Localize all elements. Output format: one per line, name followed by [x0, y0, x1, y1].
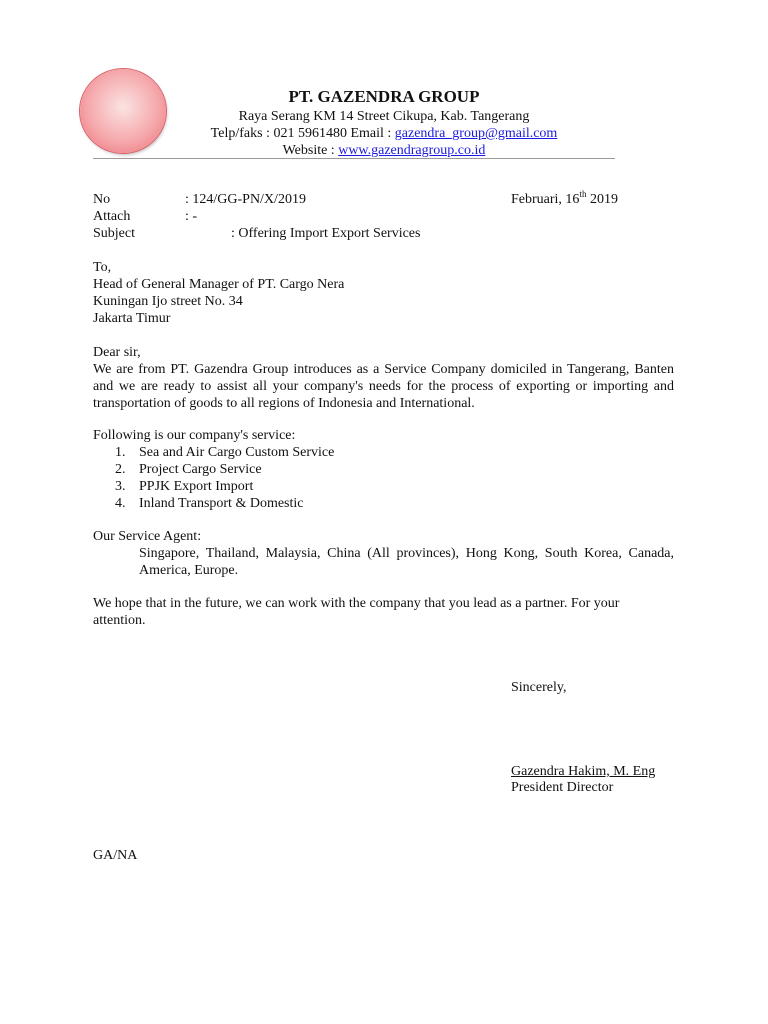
date-superscript: th [579, 189, 587, 199]
signer-title: President Director [511, 780, 614, 795]
subject-label: Subject [93, 226, 135, 241]
list-text: Inland Transport & Domestic [139, 496, 304, 511]
services-list [93, 444, 674, 512]
list-text: Sea and Air Cargo Custom Service [139, 445, 335, 460]
date-prefix: Februari, 16 [511, 192, 580, 207]
company-name: PT. GAZENDRA GROUP [288, 87, 480, 106]
list-item [93, 444, 674, 461]
services-heading: Following is our company's service: [93, 428, 296, 443]
list-item [93, 478, 674, 495]
recipient-line-1: Head of General Manager of PT. Cargo Nera [93, 277, 345, 292]
list-text: Project Cargo Service [139, 462, 262, 477]
list-number: 1. [115, 445, 126, 460]
recipient-line-2: Kuningan Ijo street No. 34 [93, 294, 243, 309]
letter-date [511, 191, 618, 208]
no-value: : 124/GG-PN/X/2019 [185, 192, 306, 207]
list-text: PPJK Export Import [139, 479, 254, 494]
letterhead-divider [93, 158, 615, 159]
closing-paragraph: We hope that in the future, we can work with the company that you lead as a partner. For your attention. [93, 596, 620, 628]
salutation: Dear sir, [93, 345, 141, 360]
recipient-line-3: Jakarta Timur [93, 311, 171, 326]
email-link[interactable]: gazendra_group@gmail.com [394, 126, 558, 141]
company-contact [0, 125, 768, 142]
company-address: Raya Serang KM 14 Street Cikupa, Kab. Tangerang [238, 109, 530, 124]
list-number: 2. [115, 462, 126, 477]
website-label: Website : [282, 143, 339, 158]
date-suffix: 2019 [586, 192, 618, 207]
signer-name: Gazendra Hakim, M. Eng [511, 764, 656, 779]
attach-value: : - [185, 209, 198, 224]
attach-label: Attach [93, 209, 131, 224]
website-link[interactable]: www.gazendragroup.co.id [338, 143, 486, 158]
list-item [93, 495, 674, 512]
agent-heading: Our Service Agent: [93, 529, 202, 544]
subject-value: : Offering Import Export Services [231, 226, 421, 241]
no-label: No [93, 192, 111, 207]
list-item [93, 461, 674, 478]
recipient-to: To, [93, 260, 112, 275]
list-number: 3. [115, 479, 126, 494]
contact-label: Telp/faks : 021 5961480 Email : [210, 126, 395, 141]
intro-paragraph: We are from PT. Gazendra Group introduces as a Service Company domiciled in Tangerang, Banten and we are ready to assist all your company's needs for the process of exporting or importing and transportation of goods to all regions of Indonesia and International. [93, 362, 674, 411]
sincerely: Sincerely, [511, 680, 567, 695]
reference-initials: GA/NA [93, 848, 138, 863]
list-number: 4. [115, 496, 126, 511]
agent-list: Singapore, Thailand, Malaysia, China (All provinces), Hong Kong, South Korea, Canada, America, Europe. [139, 546, 674, 578]
company-website [0, 142, 768, 159]
